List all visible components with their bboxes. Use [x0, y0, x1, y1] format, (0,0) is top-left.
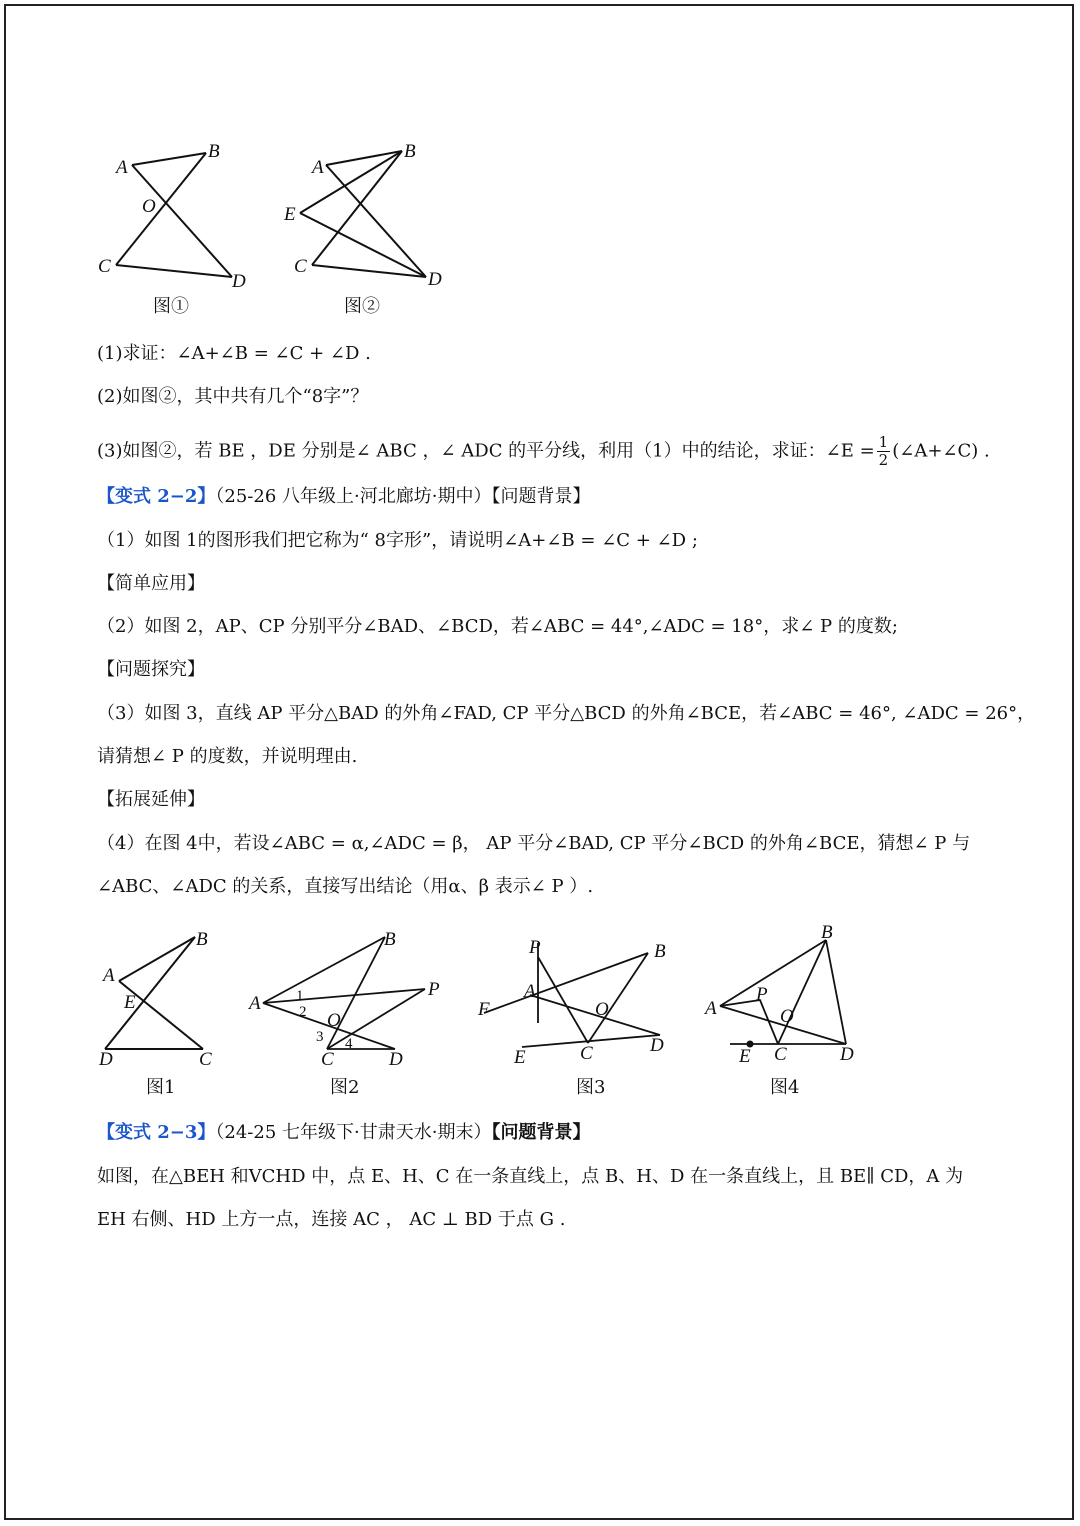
variant22-tag: 【变式 2−2】 [97, 486, 216, 507]
variant23-p1: 如图，在△BEH 和VCHD 中，点 E、H、C 在一条直线上，点 B、H、D 在一条直线上，且 BE∥ CD，A 为 [97, 1166, 964, 1187]
segment-cd [312, 265, 426, 277]
figure-1-eight-shape [90, 135, 260, 295]
label-c: C [580, 1043, 593, 1064]
variant22-p1: （1）如图 1的图形我们把它称为“ 8字形”，请说明∠A+∠B = ∠C + ∠D ; [97, 530, 698, 551]
label-o: O [327, 1010, 341, 1031]
label-d: D [840, 1044, 854, 1065]
label-a: A [524, 981, 536, 1002]
label-o: O [142, 196, 156, 217]
variant-figure-1-caption: 图1 [146, 1077, 176, 1098]
variant-figure-4-caption: 图4 [770, 1077, 800, 1098]
variant23-tag: 【变式 2−3】 [97, 1122, 216, 1143]
label-a: A [103, 965, 115, 986]
label-c: C [321, 1049, 334, 1070]
variant23-header [97, 1120, 590, 1146]
segment-bc [116, 153, 206, 265]
variant22-source: （25-26 八年级上·河北廊坊·期中）【问题背景】 [215, 486, 591, 507]
label-f: F [478, 999, 490, 1020]
label-p: P [428, 979, 440, 1000]
label-d: D [99, 1049, 113, 1070]
variant-figure-2-caption: 图2 [330, 1077, 360, 1098]
label-d: D [389, 1049, 403, 1070]
label-c: C [294, 256, 307, 277]
label-a: A [116, 157, 128, 178]
angle-1: 1 [296, 988, 304, 1004]
label-b: B [654, 941, 666, 962]
label-e: E [124, 992, 136, 1013]
segment-cd [116, 265, 232, 277]
angle-3: 3 [316, 1029, 324, 1045]
label-p: P [756, 984, 768, 1005]
problem1-q3 [97, 434, 990, 469]
variant22-h4: 【拓展延伸】 [97, 789, 205, 810]
variant-figure-2 [245, 925, 450, 1070]
variant-figure-4 [700, 920, 870, 1070]
label-e: E [514, 1047, 526, 1068]
variant22-p3a: （3）如图 3，直线 AP 平分△BAD 的外角∠FAD, CP 平分△BCD 的外角∠BCE，若∠ABC = 46°, ∠ADC = 26°， [97, 703, 1036, 724]
variant22-header [97, 484, 590, 510]
q3-prefix: (3)如图②，若 BE ，DE 分别是∠ ABC ，∠ ADC 的平分线，利用（1）中的结论，求证：∠E = [97, 440, 875, 462]
variant-figure-3-caption: 图3 [576, 1077, 606, 1098]
variant22-p4a: （4）在图 4中，若设∠ABC = α,∠ADC = β， AP 平分∠BAD, CP 平分∠BCD 的外角∠BCE，猜想∠ P 与 [97, 833, 971, 854]
label-d: D [428, 269, 442, 290]
fraction-one-half [877, 434, 891, 469]
label-d: D [650, 1035, 664, 1056]
figure-2-caption: 图② [344, 296, 380, 317]
label-b: B [196, 929, 208, 950]
problem1-q1: (1)求证：∠A+∠B = ∠C + ∠D . [97, 343, 371, 364]
fraction-numerator: 1 [878, 433, 889, 451]
fraction-denominator: 2 [878, 451, 889, 469]
label-a: A [312, 157, 324, 178]
label-b: B [384, 929, 396, 950]
label-o: O [595, 999, 609, 1020]
variant23-source: （24-25 七年级下·甘肃天水·期末） [215, 1122, 492, 1143]
label-c: C [199, 1049, 212, 1070]
q3-suffix: (∠A+∠C) . [892, 440, 990, 462]
variant-figure-1 [95, 925, 225, 1070]
variant22-h3: 【问题探究】 [97, 659, 205, 680]
label-d: D [232, 271, 246, 292]
label-o: O [780, 1006, 794, 1027]
figure-1-caption: 图① [153, 296, 189, 317]
segment-ed [300, 213, 426, 277]
variant23-heading: 【问题背景】 [491, 1122, 591, 1143]
angle-2: 2 [299, 1004, 307, 1020]
variant23-p2: EH 右侧、HD 上方一点，连接 AC ， AC ⊥ BD 于点 G . [97, 1209, 566, 1230]
segment-ab [132, 153, 206, 165]
problem1-q2: (2)如图②，其中共有几个“8字”？ [97, 386, 369, 407]
label-a: A [705, 998, 717, 1019]
label-e: E [284, 204, 296, 225]
segment-bc [312, 151, 402, 265]
variant-figure-3 [470, 925, 680, 1070]
figure-2-eight-shape [280, 135, 460, 295]
variant22-p2: （2）如图 2，AP、CP 分别平分∠BAD、∠BCD，若∠ABC = 44°,∠ADC = 18°，求∠ P 的度数; [97, 616, 898, 637]
angle-4: 4 [345, 1036, 353, 1052]
segment-ad [326, 165, 426, 277]
label-c: C [98, 256, 111, 277]
label-b: B [208, 141, 220, 162]
label-b: B [404, 141, 416, 162]
variant22-p4b: ∠ABC、∠ADC 的关系，直接写出结论（用α、β 表示∠ P ）. [97, 876, 594, 897]
variant22-h2: 【简单应用】 [97, 573, 205, 594]
label-p: P [529, 937, 541, 958]
label-c: C [774, 1044, 787, 1065]
label-e: E [739, 1046, 751, 1067]
label-a: A [249, 993, 261, 1014]
label-b: B [821, 922, 833, 943]
variant22-p3b: 请猜想∠ P 的度数，并说明理由. [97, 746, 358, 767]
